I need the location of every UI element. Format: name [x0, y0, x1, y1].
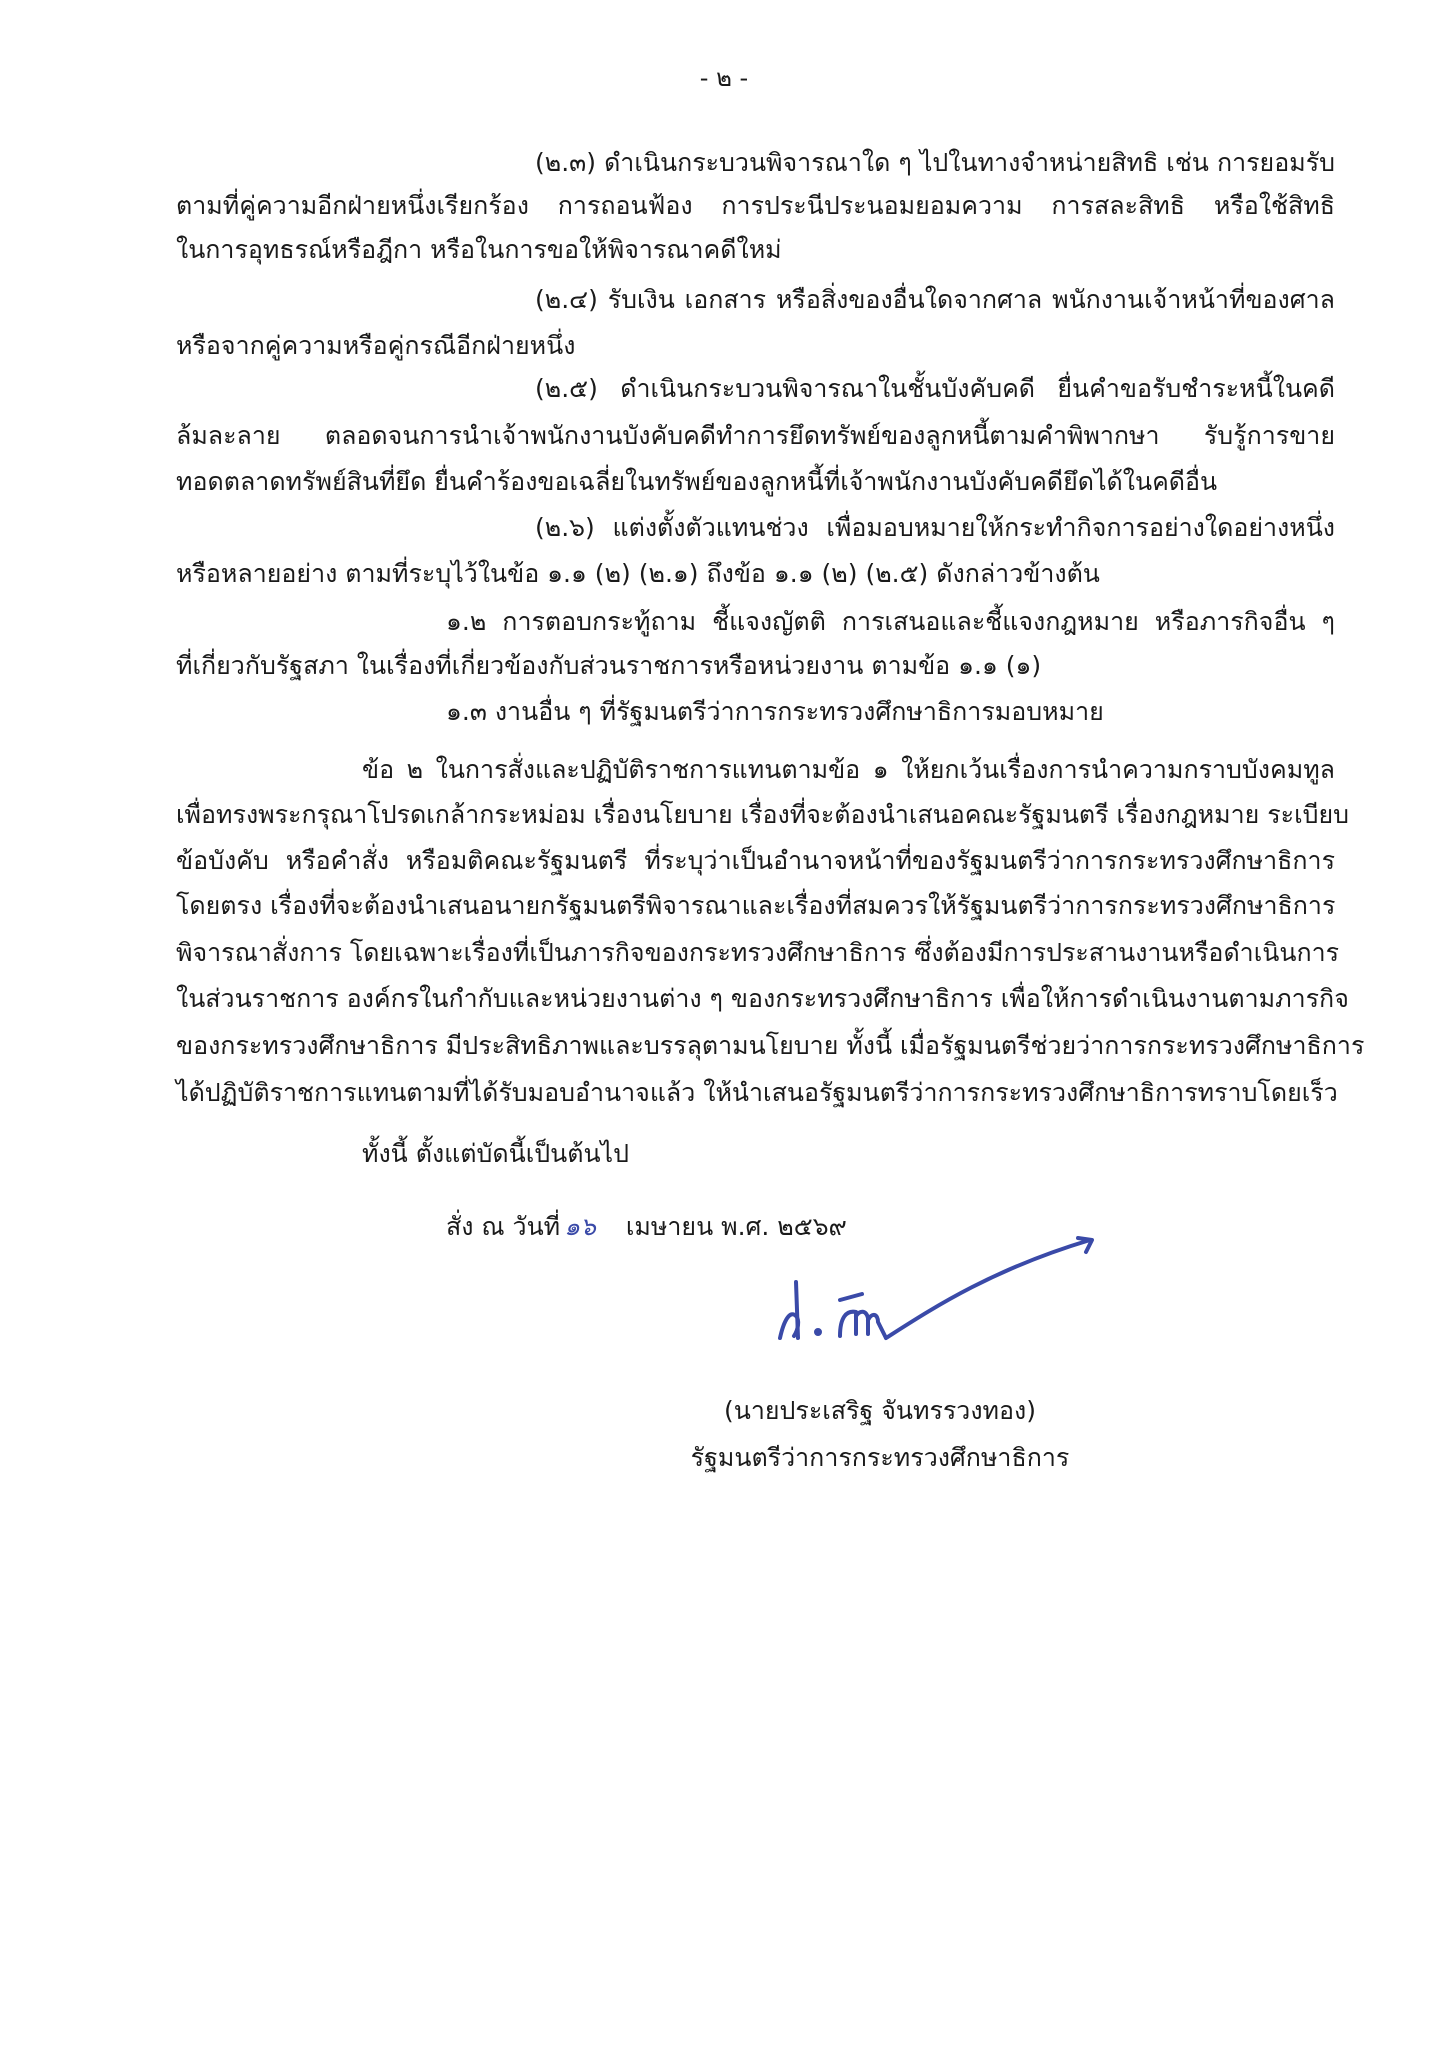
item-2-5-line: (๒.๕) ดำเนินกระบวนพิจารณาในชั้นบังคับคดี ยื่นคำขอรับชำระหนี้ในคดี [535, 374, 1335, 403]
section-2-line: พิจารณาสั่งการ โดยเฉพาะเรื่องที่เป็นภารกิจของกระทรวงศึกษาธิการ ซึ่งต้องมีการประสานงานหรือดำเนินการ [176, 938, 1340, 967]
date-prefix: สั่ง ณ วันที่ [446, 1212, 561, 1241]
item-2-3-line: (๒.๓) ดำเนินกระบวนพิจารณาใด ๆ ไปในทางจำหน่ายสิทธิ เช่น การยอมรับ [535, 148, 1335, 177]
date-day-handwritten: ๑๖ [564, 1212, 596, 1241]
section-2-line: ได้ปฏิบัติราชการแทนตามที่ได้รับมอบอำนาจแล้ว ให้นำเสนอรัฐมนตรีว่าการกระทรวงศึกษาธิการทราบโดยเร็ว [176, 1078, 1338, 1107]
item-1-2-line: ๑.๒ การตอบกระทู้ถาม ชี้แจงญัตติ การเสนอและชี้แจงกฎหมาย หรือภารกิจอื่น ๆ [446, 607, 1335, 636]
signer-name: (นายประเสริฐ จันทรรวงทอง) [724, 1396, 1036, 1425]
item-2-5-line: ล้มละลาย ตลอดจนการนำเจ้าพนักงานบังคับคดีทำการยึดทรัพย์ของลูกหนี้ตามคำพิพากษา รับรู้การขาย [176, 421, 1335, 450]
item-2-6-line: หรือหลายอย่าง ตามที่ระบุไว้ในข้อ ๑.๑ (๒) (๒.๑) ถึงข้อ ๑.๑ (๒) (๒.๕) ดังกล่าวข้างต้น [176, 559, 1100, 588]
date-month-year: เมษายน พ.ศ. ๒๕๖๙ [625, 1212, 847, 1241]
item-2-6-line: (๒.๖) แต่งตั้งตัวแทนช่วง เพื่อมอบหมายให้กระทำกิจการอย่างใดอย่างหนึ่ง [535, 513, 1335, 542]
item-1-2-line: ที่เกี่ยวกับรัฐสภา ในเรื่องที่เกี่ยวข้องกับส่วนราชการหรือหน่วยงาน ตามข้อ ๑.๑ (๑) [176, 651, 1042, 680]
item-2-5-line: ทอดตลาดทรัพย์สินที่ยึด ยื่นคำร้องขอเฉลี่ยในทรัพย์ของลูกหนี้ที่เจ้าพนักงานบังคับคดียึดได้ในคดีอื่น [176, 467, 1218, 496]
section-2-line: โดยตรง เรื่องที่จะต้องนำเสนอนายกรัฐมนตรีพิจารณาและเรื่องที่สมควรให้รัฐมนตรีว่าการกระทรวงศึกษาธิการ [176, 891, 1336, 920]
item-1-3: ๑.๓ งานอื่น ๆ ที่รัฐมนตรีว่าการกระทรวงศึกษาธิการมอบหมาย [446, 697, 1104, 726]
item-2-3-line: ตามที่คู่ความอีกฝ่ายหนึ่งเรียกร้อง การถอนฟ้อง การประนีประนอมยอมความ การสละสิทธิ หรือใช้สิทธิ [176, 191, 1335, 220]
effective-clause: ทั้งนี้ ตั้งแต่บัดนี้เป็นต้นไป [362, 1139, 629, 1168]
section-2-line: ของกระทรวงศึกษาธิการ มีประสิทธิภาพและบรรลุตามนโยบาย ทั้งนี้ เมื่อรัฐมนตรีช่วยว่าการกระทรวงศึกษาธิการ [176, 1031, 1365, 1060]
section-2-line: ในส่วนราชการ องค์กรในกำกับและหน่วยงานต่าง ๆ ของกระทรวงศึกษาธิการ เพื่อให้การดำเนินงานตามภารกิจ [176, 984, 1349, 1013]
signature [760, 1230, 1100, 1360]
item-2-4-line: (๒.๔) รับเงิน เอกสาร หรือสิ่งของอื่นใดจากศาล พนักงานเจ้าหน้าที่ของศาล [535, 285, 1335, 314]
section-2-line: ข้อบังคับ หรือคำสั่ง หรือมติคณะรัฐมนตรี ที่ระบุว่าเป็นอำนาจหน้าที่ของรัฐมนตรีว่าการกระทรวงศึกษาธิการ [176, 846, 1335, 875]
section-2-line: ข้อ ๒ ในการสั่งและปฏิบัติราชการแทนตามข้อ ๑ ให้ยกเว้นเรื่องการนำความกราบบังคมทูล [362, 755, 1335, 784]
item-2-4-line: หรือจากคู่ความหรือคู่กรณีอีกฝ่ายหนึ่ง [176, 331, 576, 360]
item-2-3-line: ในการอุทธรณ์หรือฎีกา หรือในการขอให้พิจารณาคดีใหม่ [176, 235, 782, 264]
page-number: - ๒ - [699, 64, 749, 92]
section-2-line: เพื่อทรงพระกรุณาโปรดเกล้ากระหม่อม เรื่องนโยบาย เรื่องที่จะต้องนำเสนอคณะรัฐมนตรี เรื่องกฎหมาย ระเบียบ [176, 800, 1350, 829]
signer-position: รัฐมนตรีว่าการกระทรวงศึกษาธิการ [690, 1443, 1070, 1472]
